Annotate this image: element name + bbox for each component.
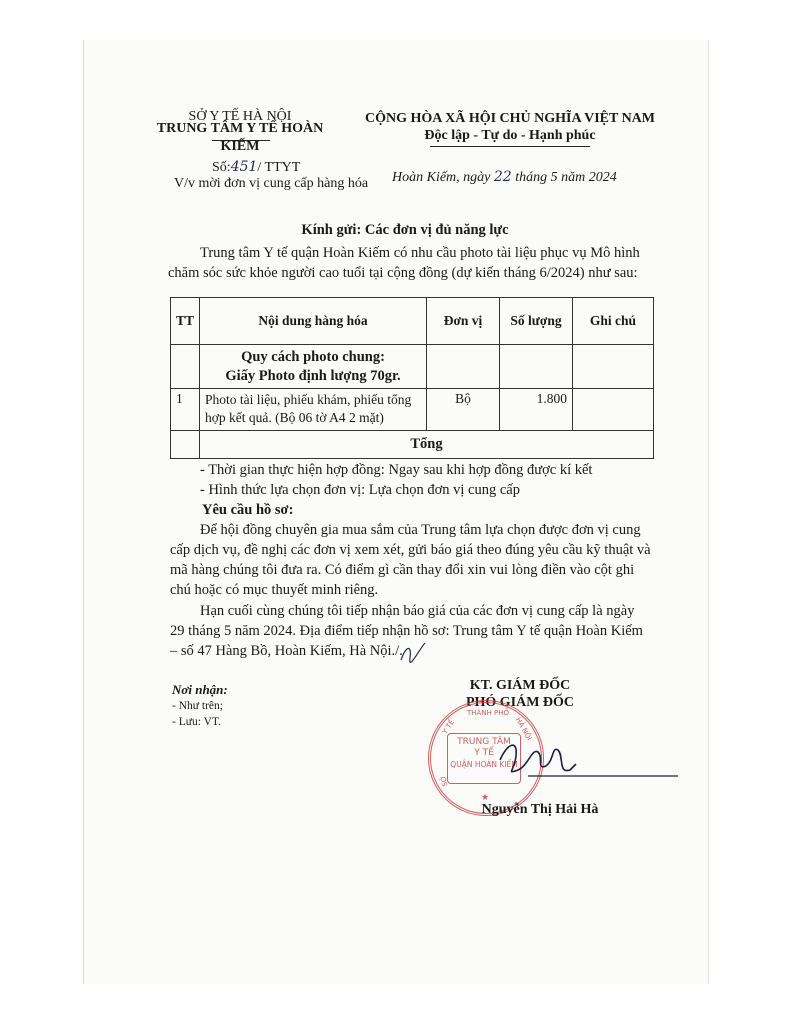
table-row [171, 389, 654, 431]
initial-mark [398, 640, 428, 666]
spec-note [573, 345, 654, 389]
doc-number-prefix: Số: [212, 160, 231, 175]
spec-line-1: Quy cách photo chung: [241, 348, 385, 365]
recipient-1: - Như trên; [172, 700, 223, 712]
sign-role-1: KT. GIÁM ĐỐC [469, 678, 571, 693]
stamp-ring-top: THÀNH PHỐ [467, 709, 510, 717]
spec-qty [500, 345, 573, 389]
row-content-line-1: Photo tài liệu, phiếu khám, phiếu tổng [205, 392, 412, 407]
recipient-2: - Lưu: VT. [172, 716, 221, 728]
goods-table [170, 297, 654, 459]
requirements-title: Yêu cầu hồ sơ: [202, 502, 294, 518]
org-name: TRUNG TÂM Y TẾ HOÀN KIẾM [156, 121, 324, 154]
total-label: Tổng [200, 431, 654, 459]
row-tt: 1 [171, 389, 200, 431]
motto: Độc lập - Tự do - Hạnh phúc [424, 128, 596, 143]
stamp-star-icon: ★ [481, 793, 490, 803]
col-content: Nội dung hàng hóa [200, 298, 427, 345]
table-header-row [171, 298, 654, 345]
row-content-line-2: hợp kết quả. (Bộ 06 tờ A4 2 mặt) [205, 410, 384, 425]
sign-role-2: PHÓ GIÁM ĐỐC [465, 695, 575, 710]
spec-cell [200, 345, 427, 389]
row-note [573, 389, 654, 431]
table-row-spec [171, 345, 654, 389]
para1-line-3: mã hàng chúng tôi đưa ra. Có điểm gì cần thay đổi xin vui lòng điền vào cột ghi [170, 562, 635, 578]
row-content [200, 389, 427, 431]
total-tt [171, 431, 200, 459]
date-prefix: Hoàn Kiếm, ngày [392, 170, 491, 185]
condition-2: - Hình thức lựa chọn đơn vị: Lựa chọn đơn vị cung cấp [200, 482, 520, 498]
stamp-ring-bottom-left: SỞ [439, 774, 450, 788]
col-quantity: Số lượng [500, 298, 573, 345]
col-unit: Đơn vị [427, 298, 500, 345]
doc-date [392, 168, 652, 187]
col-tt: TT [171, 298, 200, 345]
stamp-line-2: Y TẾ [474, 748, 494, 758]
para2-line-2: 29 tháng 5 năm 2024. Địa điểm tiếp nhận hồ sơ: Trung tâm Y tế quận Hoàn Kiếm [170, 623, 643, 639]
recipients-title: Nơi nhận: [172, 682, 228, 697]
stamp-line-3: QUẬN HOÀN KIẾM [450, 760, 518, 769]
stamp-ring-right: HÀ NỘI [513, 716, 534, 742]
intro-line-2: chăm sóc sức khỏe người cao tuổi tại cộng đồng (dự kiến tháng 6/2024) như sau: [168, 265, 638, 281]
salutation: Kính gửi: Các đơn vị đủ năng lực [301, 222, 509, 238]
spec-unit [427, 345, 500, 389]
spec-line-2: Giấy Photo định lượng 70gr. [225, 367, 401, 384]
org-parent: SỞ Y TẾ HÀ NỘI [188, 109, 292, 124]
row-quantity: 1.800 [500, 389, 573, 431]
handwritten-signature [488, 730, 688, 790]
row-unit: Bộ [427, 389, 500, 431]
signer-name: Nguyễn Thị Hải Hà [481, 802, 599, 817]
org-underline [212, 140, 270, 141]
para1-line-1: Để hội đồng chuyên gia mua sắm của Trung tâm lựa chọn được đơn vị cung [200, 522, 641, 538]
para1-line-4: chú hoặc có mục thuyết minh riêng. [170, 582, 379, 598]
stamp-ring-left: Y TẾ [440, 718, 457, 736]
country-name: CỘNG HÒA XÃ HỘI CHỦ NGHĨA VIỆT NAM [364, 111, 655, 126]
date-day-handwritten: 22 [493, 169, 512, 185]
para2-line-3: – số 47 Hàng Bồ, Hoàn Kiếm, Hà Nội./. [170, 643, 403, 659]
col-note: Ghi chú [573, 298, 654, 345]
para1-line-2: cấp dịch vụ, đề nghị các đơn vị xem xét, gửi báo giá theo đúng yêu cầu kỹ thuật và [170, 542, 651, 558]
doc-number-handwritten: 451 [230, 159, 258, 175]
intro-line-1: Trung tâm Y tế quận Hoàn Kiếm có nhu cầu photo tài liệu phục vụ Mô hình [200, 245, 640, 261]
para2-line-1: Hạn cuối cùng chúng tôi tiếp nhận báo giá của các đơn vị cung cấp là ngày [200, 603, 635, 619]
condition-1: - Thời gian thực hiện hợp đồng: Ngay sau khi hợp đồng được kí kết [200, 462, 593, 478]
stamp-line-1: TRUNG TÂM [457, 737, 511, 747]
date-suffix: tháng 5 năm 2024 [515, 170, 617, 185]
doc-number-suffix: / TTYT [257, 160, 301, 175]
spec-tt [171, 345, 200, 389]
doc-subject: V/v mời đơn vị cung cấp hàng hóa [174, 176, 369, 191]
motto-underline [430, 146, 590, 147]
table-total-row [171, 431, 654, 459]
